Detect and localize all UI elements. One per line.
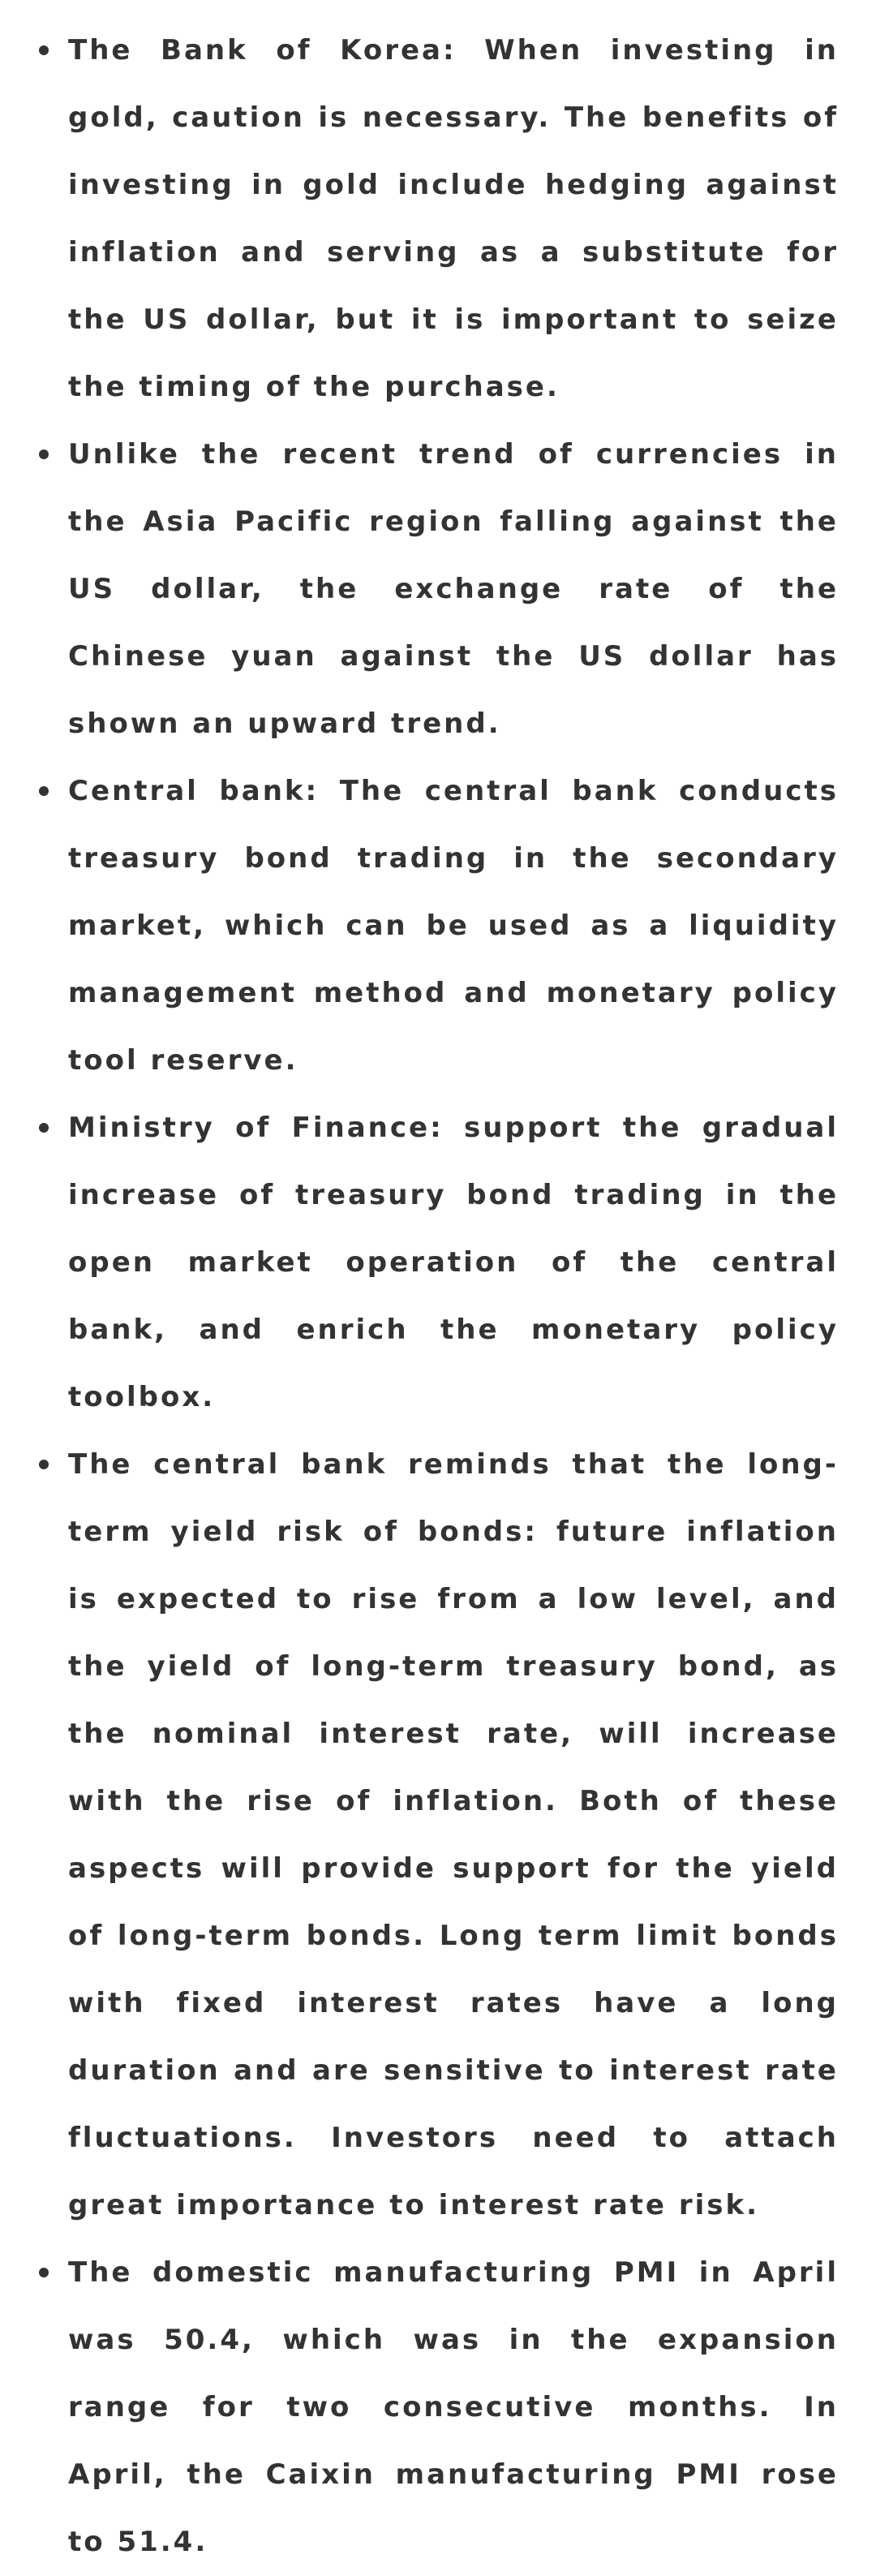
list-item <box>37 758 839 1094</box>
list-item <box>37 421 839 758</box>
list-item <box>37 1094 839 1431</box>
list-item-text: Ministry of Finance: support the gradual increase of treasury bond trading in the open market operation of the central bank, and enrich the monetary policy toolbox. <box>68 1112 839 1413</box>
list-item <box>37 2239 839 2576</box>
bullet-icon <box>39 1123 49 1133</box>
bullet-icon <box>39 449 49 459</box>
bullet-icon <box>39 45 49 55</box>
list-item-text: Unlike the recent trend of currencies in the Asia Pacific region falling against the US dollar, the exchange rate of the Chinese yuan against the US dollar has shown an upward trend. <box>68 438 839 740</box>
list-item-text: The Bank of Korea: When investing in gold, caution is necessary. The benefits of investing in gold include hedging against inflation and serving as a substitute for the US dollar, but it is important to seize the timing of the purchase. <box>68 34 839 403</box>
bullet-icon <box>39 786 49 796</box>
list-item-text: Central bank: The central bank conducts treasury bond trading in the secondary market, which can be used as a liquidity management method and monetary policy tool reserve. <box>68 775 839 1077</box>
bullet-icon <box>39 2268 49 2277</box>
list-item <box>37 17 839 421</box>
list-item <box>37 1431 839 2239</box>
news-bullet-list <box>37 17 839 2576</box>
bullet-icon <box>39 1460 49 1469</box>
list-item-text: The central bank reminds that the long-term yield risk of bonds: future inflation is expected to rise from a low level, and the yield of long-term treasury bond, as the nominal interest rate, will increase with the rise of inflation. Both of these aspects will provide support for the yield of long-term bonds. Long term limit bonds with fixed interest rates have a long duration and are sensitive to interest rate fluctuations. Investors need to attach great importance to interest rate risk. <box>68 1448 839 2221</box>
list-item-text: The domestic manufacturing PMI in April was 50.4, which was in the expansion range for two consecutive months. In April, the Caixin manufacturing PMI rose to 51.4. <box>68 2256 839 2558</box>
